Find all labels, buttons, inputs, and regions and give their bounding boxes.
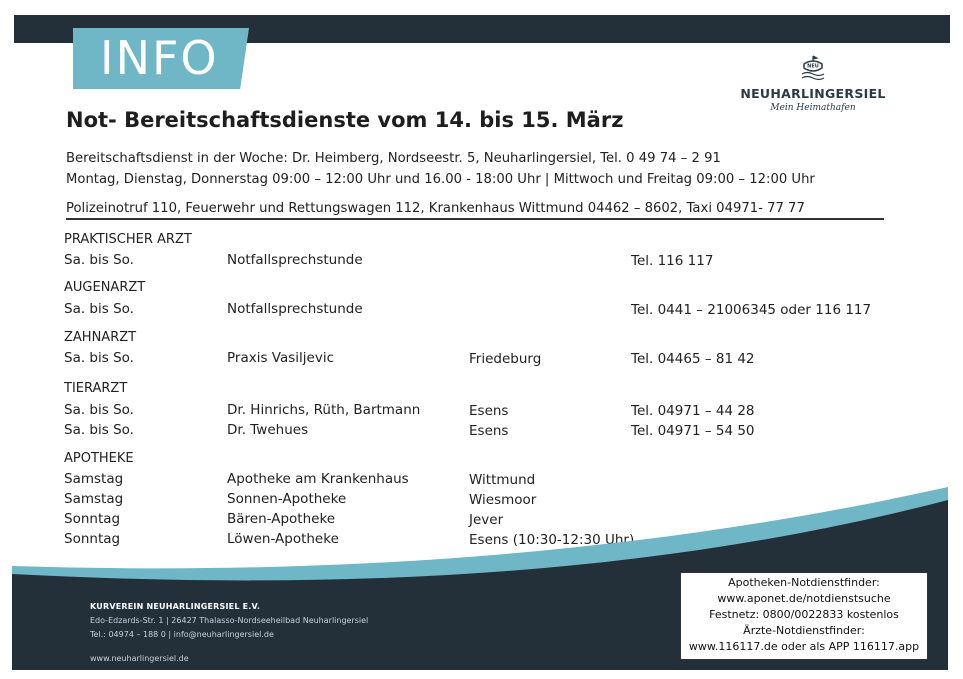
row-when: Sa. bis So.: [64, 350, 134, 366]
row-phone: Tel. 0441 – 21006345 oder 116 117: [631, 302, 872, 318]
logo-emblem-text: NEU: [807, 63, 819, 70]
row-where: Jever: [469, 512, 504, 528]
row-who: Bären-Apotheke: [227, 511, 336, 527]
logo-tagline: Mein Heimathafen: [770, 103, 856, 113]
row-where: Esens: [469, 423, 509, 439]
row-when: Samstag: [64, 491, 124, 507]
row-where: Friedeburg: [469, 351, 542, 367]
footer-website: www.neuharlingersiel.de: [90, 654, 189, 663]
row-when: Sa. bis So.: [64, 252, 134, 268]
row-when: Sonntag: [64, 511, 121, 527]
row-where: Esens (10:30-12:30 Uhr): [469, 532, 635, 548]
page-title: Not- Bereitschaftsdienste vom 14. bis 15. März: [66, 108, 624, 132]
footer-contact: Tel.: 04974 – 188 0 | info@neuharlingersiel.de: [90, 630, 274, 639]
intro-line-emergency-numbers: Polizeinotruf 110, Feuerwehr und Rettungswagen 112, Krankenhaus Wittmund 04462 – 8602, Taxi 04971- 77 77: [66, 201, 805, 216]
finder-line: www.aponet.de/notdienstsuche: [717, 592, 891, 605]
section-heading-praktischer-arzt: PRAKTISCHER ARZT: [64, 232, 192, 247]
row-when: Sa. bis So.: [64, 422, 134, 438]
section-heading-augenarzt: AUGENARZT: [64, 280, 146, 295]
logo-name: NEUHARLINGERSIEL: [740, 86, 886, 101]
footer-org-name: KURVEREIN NEUHARLINGERSIEL E.V.: [90, 602, 261, 611]
row-when: Sa. bis So.: [64, 301, 134, 317]
row-who: Löwen-Apotheke: [227, 531, 339, 547]
row-who: Apotheke am Krankenhaus: [227, 471, 409, 487]
row-where: Esens: [469, 403, 509, 419]
row-when: Sonntag: [64, 531, 121, 547]
footer-address: Edo-Edzards-Str. 1 | 26427 Thalasso-Nordseeheilbad Neuharlingersiel: [90, 616, 369, 625]
row-phone: Tel. 04971 – 44 28: [631, 403, 755, 419]
row-who: Notfallsprechstunde: [227, 252, 363, 268]
finder-line: Ärzte-Notdienstfinder:: [743, 624, 865, 637]
finder-line: www.116117.de oder als APP 116117.app: [688, 640, 920, 653]
row-phone: Tel. 116 117: [631, 253, 714, 269]
section-heading-tierarzt: TIERARZT: [64, 381, 128, 396]
section-heading-zahnarzt: ZAHNARZT: [64, 330, 137, 345]
row-where: Wiesmoor: [469, 492, 537, 508]
row-when: Sa. bis So.: [64, 402, 134, 418]
row-who: Praxis Vasiljevic: [227, 350, 335, 366]
row-phone: Tel. 04465 – 81 42: [631, 351, 755, 367]
notdienstfinder-box: [680, 572, 928, 660]
row-who: Dr. Twehues: [227, 422, 309, 438]
row-when: Samstag: [64, 471, 124, 487]
intro-line-weekly-service: Bereitschaftsdienst in der Woche: Dr. Heimberg, Nordseestr. 5, Neuharlingersiel, Tel. 0 49 74 – 2 91: [66, 151, 721, 166]
row-where: Wittmund: [469, 472, 536, 488]
finder-line: Festnetz: 0800/0022833 kostenlos: [709, 608, 899, 621]
row-who: Sonnen-Apotheke: [227, 491, 347, 507]
row-who: Notfallsprechstunde: [227, 301, 363, 317]
row-who: Dr. Hinrichs, Rüth, Bartmann: [227, 402, 421, 418]
intro-line-hours: Montag, Dienstag, Donnerstag 09:00 – 12:00 Uhr und 16.00 - 18:00 Uhr | Mittwoch und Freitag 09:00 – 12:00 Uhr: [66, 172, 815, 187]
finder-line: Apotheken-Notdienstfinder:: [728, 576, 880, 589]
info-badge-label: INFO: [100, 31, 219, 85]
section-heading-apotheke: APOTHEKE: [64, 451, 134, 466]
row-phone: Tel. 04971 – 54 50: [631, 423, 755, 439]
